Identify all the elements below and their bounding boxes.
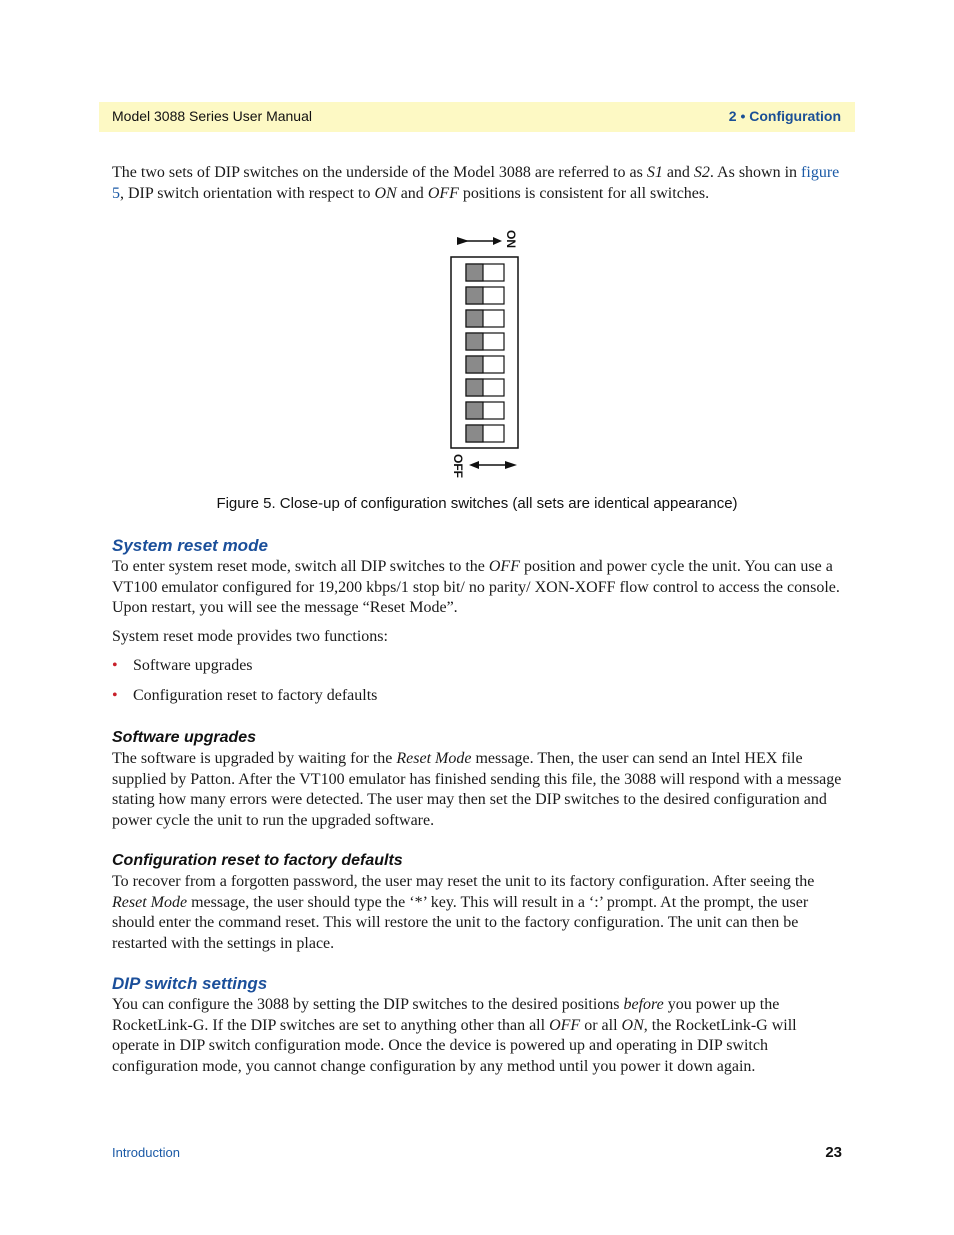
switch-knob bbox=[466, 425, 483, 442]
dip-settings-paragraph: You can configure the 3088 by setting the DIP switches to the desired positions before you power up the RocketLink-G. If the DIP switches are set to anything other than all OFF or all ON, the RocketLink-G will operate in DIP switch configuration mode. Once the device is powered up and operating in DIP switch configuration mode, you cannot change configuration by any method until you power it down again. bbox=[112, 996, 797, 1075]
bullet-icon: • bbox=[112, 657, 118, 674]
switch-knob bbox=[466, 310, 483, 327]
list-item: • Configuration reset to factory defaults bbox=[112, 687, 378, 704]
dip-switch-figure bbox=[447, 226, 527, 486]
list-item: • Software upgrades bbox=[112, 657, 253, 674]
switch-knob bbox=[466, 379, 483, 396]
software-upgrades-heading: Software upgrades bbox=[112, 729, 257, 746]
footer-section-label: Introduction bbox=[112, 1145, 180, 1160]
intro-paragraph: The two sets of DIP switches on the underside of the Model 3088 are referred to as S1 and S2. As shown in figure 5, DIP switch orientation with respect to ON and OFF positions is consistent for all switches. bbox=[112, 164, 840, 202]
chapter-label: 2 • Configuration bbox=[728, 108, 841, 124]
switch-knob bbox=[466, 402, 483, 419]
system-reset-heading: System reset mode bbox=[112, 536, 268, 555]
figure-caption: Figure 5. Close-up of configuration switches (all sets are identical appearance) bbox=[216, 495, 738, 512]
config-reset-paragraph: To recover from a forgotten password, the user may reset the unit to its factory configuration. After seeing the Reset Mode message, the user should type the ‘*’ key. This will result in a ‘:’ prompt. At the prompt, the user should enter the command reset. This will restore the unit to the factory configuration. The unit can then be restarted with the settings in place. bbox=[112, 873, 815, 952]
on-arrow-icon bbox=[457, 237, 502, 245]
switch-knob bbox=[466, 333, 483, 350]
software-upgrades-paragraph: The software is upgraded by waiting for the Reset Mode message. Then, the user can send an Intel HEX file supplied by Patton. After the VT100 emulator has finished sending this file, the 3088 will respond with a message stating how many errors were detected. The user may then set the DIP switches to the desired configuration and power cycle the unit to run the upgraded software. bbox=[112, 750, 842, 829]
config-reset-heading: Configuration reset to factory defaults bbox=[112, 852, 403, 869]
manual-title: Model 3088 Series User Manual bbox=[112, 108, 312, 124]
page-header bbox=[99, 102, 855, 132]
bullet-icon: • bbox=[112, 687, 118, 704]
off-label: OFF bbox=[451, 454, 465, 478]
page-number: 23 bbox=[825, 1144, 842, 1161]
system-reset-functions-intro: System reset mode provides two functions: bbox=[112, 628, 388, 645]
switch-knob bbox=[466, 264, 483, 281]
switch-knob bbox=[466, 287, 483, 304]
on-label: ON bbox=[504, 230, 518, 248]
system-reset-paragraph: To enter system reset mode, switch all DIP switches to the OFF position and power cycle the unit. You can use a VT100 emulator configured for 19,200 kbps/1 stop bit/ no parity/ XON-XOFF flow control to access the console. Upon restart, you will see the message “Reset Mode”. bbox=[112, 558, 840, 616]
figure-5-link[interactable]: figure 5 bbox=[112, 164, 840, 202]
off-arrow-icon bbox=[469, 461, 517, 469]
switch-knob bbox=[466, 356, 483, 373]
dip-switch-diagram bbox=[447, 226, 527, 486]
dip-settings-heading: DIP switch settings bbox=[112, 974, 268, 993]
